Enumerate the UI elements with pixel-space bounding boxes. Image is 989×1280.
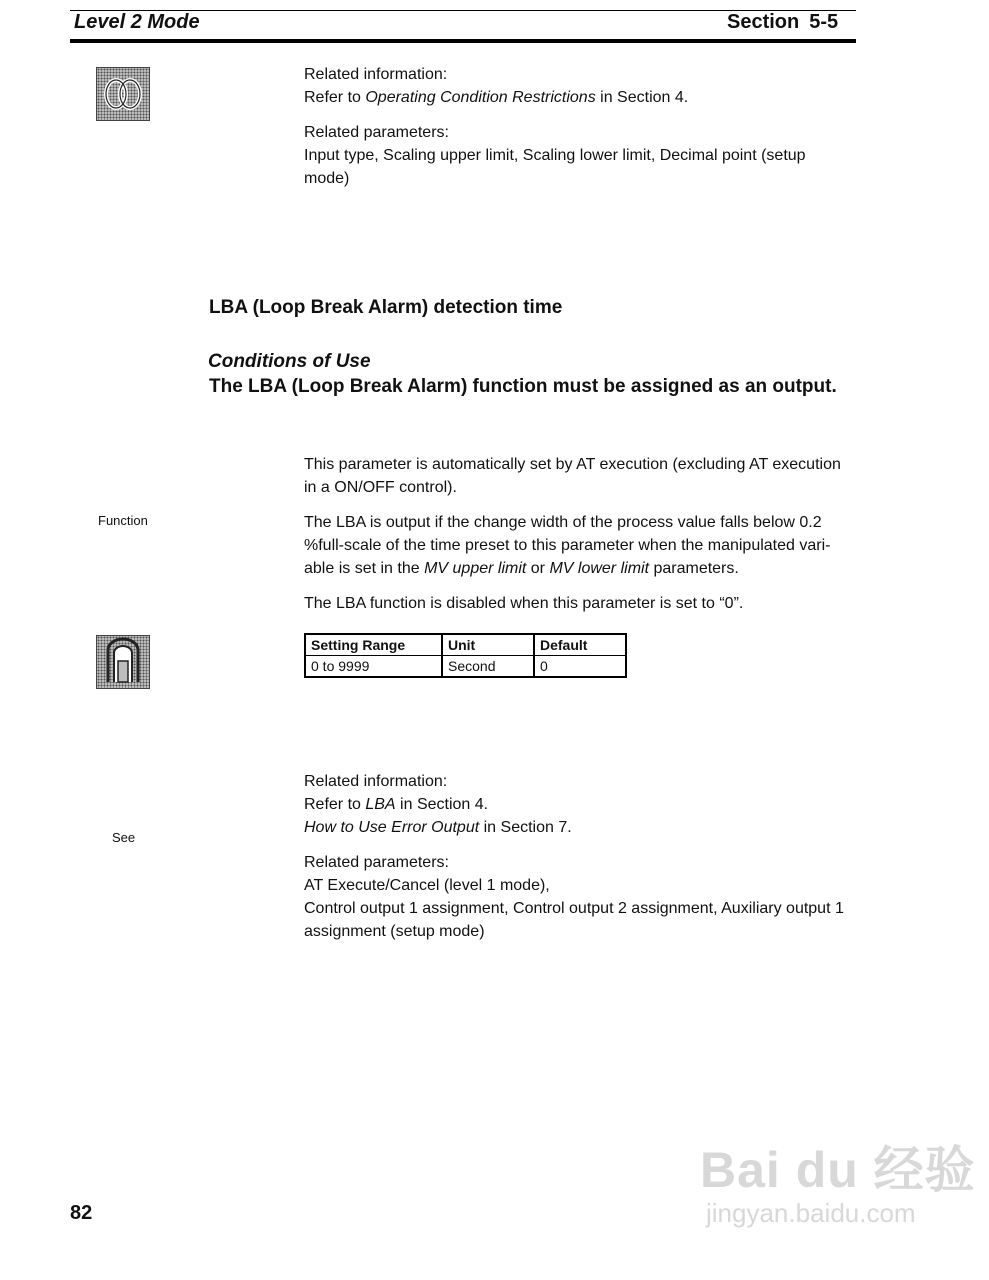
see-related-params-title: Related parameters: — [304, 854, 449, 871]
see-block — [304, 770, 852, 955]
table-header-cell: Default — [534, 634, 626, 656]
parameter-heading: LBA (Loop Break Alarm) detection time — [209, 297, 563, 318]
see-side-label: See — [112, 830, 136, 845]
see-related-info-line: How to Use Error Output in Section 7. — [304, 819, 572, 836]
related-params-title: Related parameters: — [304, 124, 449, 141]
table-header-cell: Unit — [442, 634, 534, 656]
conditions-text: The LBA (Loop Break Alarm) function must be assigned as an output. — [209, 376, 837, 397]
page-header-section — [727, 11, 838, 34]
see-related-info-line: Refer to LBA in Section 4. — [304, 796, 489, 813]
settings-table — [304, 633, 627, 678]
function-side-label: Function — [98, 513, 148, 528]
header-bottom-rule — [70, 39, 856, 43]
related-block-1 — [304, 63, 852, 202]
table-cell: 0 — [534, 656, 626, 678]
related-info-text: Refer to Operating Condition Restrictions in Section 4. — [304, 89, 689, 106]
related-info-icon — [96, 67, 150, 121]
function-paragraph-line: The LBA is output if the change width of the process value falls below 0.2 — [304, 514, 822, 531]
watermark-url: jingyan.baidu.com — [706, 1198, 916, 1228]
see-related-params-line: assignment (setup mode) — [304, 923, 485, 940]
function-paragraph-line: able is set in the MV upper limit or MV lower limit parameters. — [304, 560, 739, 577]
conditions-title: Conditions of Use — [208, 351, 371, 372]
function-paragraph-line: The LBA function is disabled when this parameter is set to “0”. — [304, 595, 744, 612]
watermark-logo: Bai du 经验 — [700, 1142, 976, 1198]
table-header-cell: Setting Range — [305, 634, 442, 656]
related-params-line: mode) — [304, 170, 350, 187]
section-label: Section — [727, 11, 800, 33]
table-header-row — [305, 634, 626, 656]
table-cell: Second — [442, 656, 534, 678]
page-header-title: Level 2 Mode — [74, 11, 200, 33]
table-row — [305, 656, 626, 678]
setting-range-icon — [96, 635, 150, 689]
related-info-title: Related information: — [304, 66, 448, 83]
function-paragraph-line: in a ON/OFF control). — [304, 479, 457, 496]
related-params-line: Input type, Scaling upper limit, Scaling lower limit, Decimal point (setup — [304, 147, 806, 164]
table-cell: 0 to 9999 — [305, 656, 442, 678]
function-paragraph-line: %full-scale of the time preset to this parameter when the manipulated vari- — [304, 537, 831, 554]
section-number: 5-5 — [809, 11, 839, 33]
see-related-params-line: AT Execute/Cancel (level 1 mode), — [304, 877, 550, 894]
see-related-info-title: Related information: — [304, 773, 448, 790]
see-related-params-line: Control output 1 assignment, Control output 2 assignment, Auxiliary output 1 — [304, 900, 844, 917]
baidu-watermark — [700, 1130, 976, 1229]
page-number: 82 — [70, 1202, 93, 1224]
function-block — [304, 453, 852, 627]
function-paragraph-line: This parameter is automatically set by AT execution (excluding AT execution — [304, 456, 841, 473]
